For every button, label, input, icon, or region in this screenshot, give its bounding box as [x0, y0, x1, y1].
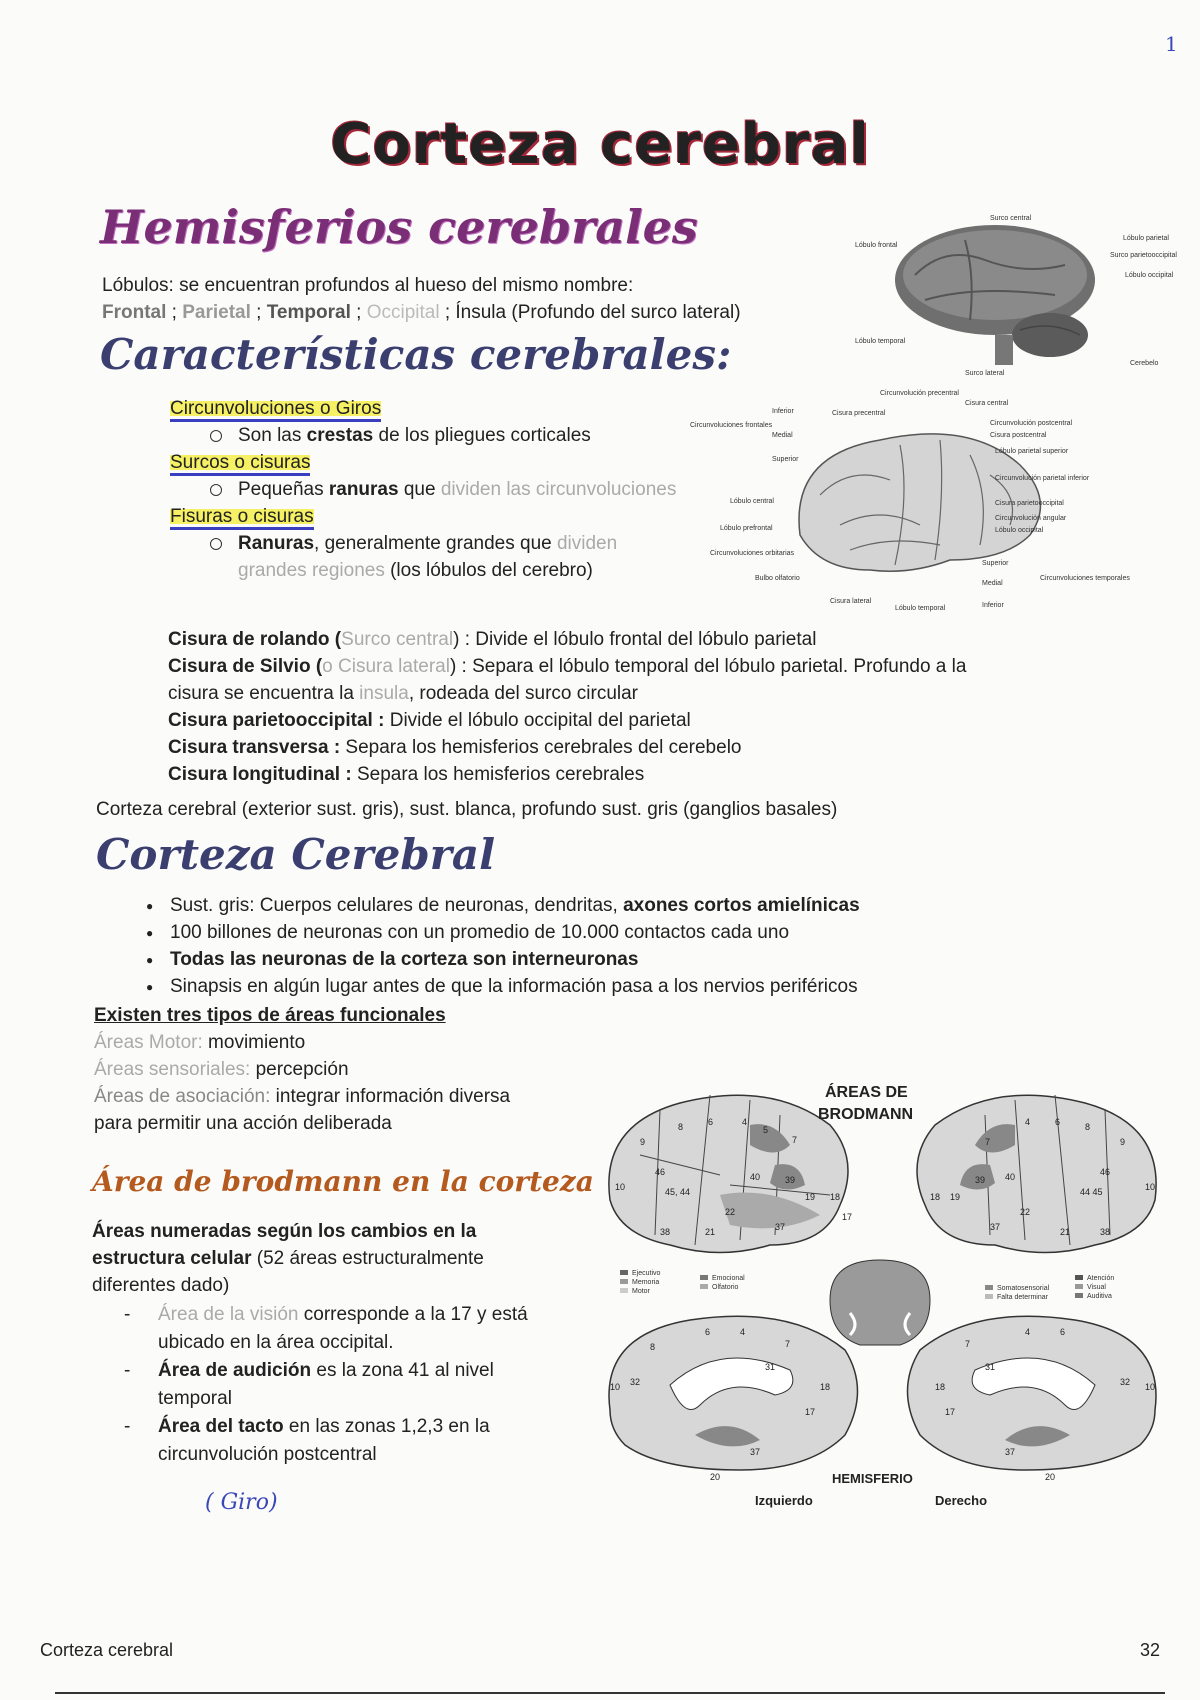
- label-cisura-postcentral: Cisura postcentral: [990, 432, 1047, 439]
- label-circ-angular: Circunvolución angular: [995, 515, 1067, 522]
- bullet-item: ● 100 billones de neuronas con un promedio de 10.000 contactos cada uno: [154, 919, 1130, 946]
- label-circ-frontales: Circunvoluciones frontales: [690, 422, 773, 429]
- cisura-parietooccipital: Cisura parietooccipital : Divide el lóbulo occipital del parietal: [168, 710, 691, 731]
- svg-text:9: 9: [640, 1137, 646, 1147]
- areas-funcionales: [94, 1002, 614, 1137]
- lobulos-line: Lóbulos: se encuentran profundos al hueso del mismo nombre:: [102, 275, 634, 296]
- svg-text:18: 18: [820, 1382, 831, 1392]
- circle-bullet-icon: [210, 430, 222, 442]
- brodmann-intro: Áreas numeradas según los cambios en la estructura celular (52 áreas estructuralmente diferentes dado): [92, 1221, 484, 1296]
- label-hemisferio: HEMISFERIO: [832, 1471, 913, 1486]
- svg-text:10: 10: [615, 1182, 626, 1192]
- svg-text:46: 46: [1100, 1167, 1111, 1177]
- brain-photo: [895, 225, 1095, 365]
- svg-text:21: 21: [1060, 1227, 1071, 1237]
- area-motor: Áreas Motor: movimiento: [94, 1032, 306, 1053]
- svg-text:4: 4: [742, 1117, 748, 1127]
- svg-text:8: 8: [1085, 1122, 1091, 1132]
- svg-text:45, 44: 45, 44: [665, 1187, 691, 1197]
- cisura-silvio-cont: cisura se encuentra la insula, rodeada del surco circular: [168, 683, 638, 704]
- brodmann-item-vision: - Área de la visión corresponde a la 17 y está ubicado en la área occipital.: [124, 1301, 562, 1357]
- cisuras-list: [168, 626, 1108, 788]
- svg-text:Auditiva: Auditiva: [1087, 1293, 1112, 1300]
- area-asociacion: Áreas de asociación: integrar información diversa: [94, 1086, 511, 1107]
- label-inferior: Inferior: [772, 408, 794, 415]
- footer-page-number: 32: [1140, 1640, 1161, 1660]
- svg-text:32: 32: [1120, 1377, 1131, 1387]
- lobes-list: Frontal ; Parietal ; Temporal ; Occipital ; Ínsula (Profundo del surco lateral): [102, 302, 741, 323]
- desc-surcos: Pequeñas ranuras que dividen las circunvoluciones: [198, 476, 690, 503]
- label-circ-parietal-inf: Circunvolución parietal inferior: [995, 475, 1090, 482]
- heading-hemisferios: Hemisferios cerebrales: [100, 200, 698, 254]
- term-surcos: Surcos o cisuras: [170, 452, 310, 476]
- desc-circunvoluciones: Son las crestas de los pliegues corticales: [170, 422, 690, 449]
- figure-title-2: BRODMANN: [818, 1106, 914, 1123]
- svg-text:18: 18: [830, 1192, 841, 1202]
- svg-text:7: 7: [785, 1339, 791, 1349]
- svg-text:38: 38: [660, 1227, 671, 1237]
- cisura-transversa: Cisura transversa : Separa los hemisferios cerebrales del cerebelo: [168, 737, 742, 758]
- svg-text:37: 37: [775, 1222, 786, 1232]
- svg-text:Memoria: Memoria: [632, 1279, 660, 1286]
- label-cisura-central: Cisura central: [965, 400, 1009, 407]
- label-lobulo-occipital-d: Lóbulo occipital: [995, 527, 1044, 534]
- svg-text:9: 9: [1120, 1137, 1126, 1147]
- label-t-medial: Medial: [982, 580, 1003, 587]
- svg-text:44 45: 44 45: [1080, 1187, 1103, 1197]
- svg-text:8: 8: [650, 1342, 656, 1352]
- label-cisura-lateral: Cisura lateral: [830, 598, 872, 605]
- svg-text:7: 7: [965, 1339, 971, 1349]
- bullet-item: ● Todas las neuronas de la corteza son interneuronas: [154, 946, 1130, 973]
- footer-title: Corteza cerebral: [40, 1640, 174, 1660]
- label-t-inferior: Inferior: [982, 602, 1004, 609]
- svg-text:39: 39: [785, 1175, 796, 1185]
- lobe-parietal: Parietal: [182, 302, 251, 323]
- svg-text:38: 38: [1100, 1227, 1111, 1237]
- label-circ-precentral: Circunvolución precentral: [880, 390, 959, 397]
- svg-text:18: 18: [930, 1192, 941, 1202]
- corteza-summary: Corteza cerebral (exterior sust. gris), sust. blanca, profundo sust. gris (ganglios basales): [96, 799, 838, 820]
- svg-text:Olfatorio: Olfatorio: [712, 1284, 739, 1291]
- svg-text:4: 4: [1025, 1117, 1031, 1127]
- label-lobulo-prefrontal: Lóbulo prefrontal: [720, 525, 773, 532]
- legend-mid: [700, 1275, 745, 1291]
- areas-heading: Existen tres tipos de áreas funcionales: [94, 1005, 446, 1026]
- label-circ-temporales: Circunvoluciones temporales: [1040, 575, 1130, 582]
- svg-text:20: 20: [710, 1472, 721, 1482]
- footer-divider: [55, 1692, 1165, 1694]
- brodmann-item-tacto: - Área del tacto en las zonas 1,2,3 en la circunvolución postcentral: [124, 1413, 562, 1469]
- svg-text:Falta determinar: Falta determinar: [997, 1294, 1048, 1301]
- svg-text:17: 17: [945, 1407, 956, 1417]
- label-izquierdo: Izquierdo: [755, 1493, 813, 1508]
- label-medial: Medial: [772, 432, 793, 439]
- svg-text:19: 19: [950, 1192, 961, 1202]
- svg-text:18: 18: [935, 1382, 946, 1392]
- left-medial-hemisphere: [609, 1316, 858, 1482]
- label-derecho: Derecho: [935, 1493, 988, 1508]
- label-circ-orbitarias: Circunvoluciones orbitarias: [710, 550, 795, 557]
- bullet-item: ● Sust. gris: Cuerpos celulares de neuronas, dendritas, axones cortos amielínicas: [154, 892, 1130, 919]
- label-lobulo-parietal-sup: Lóbulo parietal superior: [995, 448, 1069, 455]
- bullet-item: ● Sinapsis en algún lugar antes de que la información pasa a los nervios periféricos: [154, 973, 1130, 1000]
- label-surco-central: Surco central: [990, 215, 1032, 222]
- svg-text:10: 10: [1145, 1182, 1156, 1192]
- svg-text:10: 10: [1145, 1382, 1156, 1392]
- brodmann-item-audicion: - Área de audición es la zona 41 al nivel temporal: [124, 1357, 562, 1413]
- label-surco-lateral: Surco lateral: [965, 370, 1005, 377]
- handwritten-note: ( Giro): [205, 1490, 278, 1515]
- svg-text:Ejecutivo: Ejecutivo: [632, 1270, 661, 1277]
- svg-text:22: 22: [1020, 1207, 1031, 1217]
- svg-text:6: 6: [1055, 1117, 1061, 1127]
- page-title: Corteza cerebral: [330, 112, 870, 177]
- legend-right1: [985, 1285, 1050, 1301]
- label-circ-postcentral: Circunvolución postcentral: [990, 420, 1073, 427]
- svg-text:8: 8: [678, 1122, 684, 1132]
- svg-text:6: 6: [1060, 1327, 1066, 1337]
- svg-text:39: 39: [975, 1175, 986, 1185]
- label-lobulo-parietal: Lóbulo parietal: [1123, 235, 1169, 242]
- svg-text:21: 21: [705, 1227, 716, 1237]
- heading-caracteristicas: Características cerebrales:: [100, 330, 732, 379]
- label-cerebelo: Cerebelo: [1130, 360, 1159, 367]
- heading-corteza: Corteza Cerebral: [96, 830, 496, 879]
- legend-right2: [1075, 1275, 1114, 1300]
- svg-text:5: 5: [763, 1125, 769, 1135]
- svg-text:40: 40: [750, 1172, 761, 1182]
- svg-text:Atención: Atención: [1087, 1275, 1115, 1282]
- svg-text:20: 20: [1045, 1472, 1056, 1482]
- svg-text:Emocional: Emocional: [712, 1275, 745, 1282]
- corteza-bullets: [130, 892, 1130, 1000]
- label-superior: Superior: [772, 456, 799, 463]
- cisura-longitudinal: Cisura longitudinal : Separa los hemisferios cerebrales: [168, 764, 645, 785]
- cisura-silvio: Cisura de Silvio (o Cisura lateral) : Separa el lóbulo temporal del lóbulo parietal. Profundo a la: [168, 656, 967, 677]
- right-medial-hemisphere: [908, 1316, 1157, 1482]
- svg-text:4: 4: [740, 1327, 746, 1337]
- lobe-insula: Ínsula (Profundo del surco lateral): [455, 302, 741, 323]
- svg-text:7: 7: [985, 1137, 991, 1147]
- lobe-frontal: Frontal: [102, 302, 167, 323]
- label-lobulo-central: Lóbulo central: [730, 498, 774, 505]
- label-bulbo-olfatorio: Bulbo olfatorio: [755, 575, 800, 582]
- left-lateral-hemisphere: [609, 1095, 852, 1253]
- label-t-superior: Superior: [982, 560, 1009, 567]
- lobulos-text: [102, 272, 862, 326]
- svg-text:31: 31: [765, 1362, 776, 1372]
- svg-text:19: 19: [805, 1192, 816, 1202]
- svg-text:Motor: Motor: [632, 1288, 650, 1295]
- figure-title-1: ÁREAS DE: [825, 1084, 908, 1101]
- lobe-occipital: Occipital: [366, 302, 440, 323]
- heading-brodmann: Área de brodmann en la corteza: [92, 1165, 594, 1198]
- svg-text:37: 37: [990, 1222, 1001, 1232]
- brodmann-text: [92, 1218, 562, 1469]
- svg-text:10: 10: [610, 1382, 621, 1392]
- svg-text:4: 4: [1025, 1327, 1031, 1337]
- svg-text:37: 37: [1005, 1447, 1016, 1457]
- legend-left: [620, 1270, 661, 1295]
- label-lobulo-occipital: Lóbulo occipital: [1125, 272, 1174, 279]
- circle-bullet-icon: [210, 538, 222, 550]
- svg-text:22: 22: [725, 1207, 736, 1217]
- svg-text:6: 6: [705, 1327, 711, 1337]
- svg-text:Somatosensorial: Somatosensorial: [997, 1285, 1050, 1292]
- cisura-rolando: Cisura de rolando (Surco central) : Divide el lóbulo frontal del lóbulo parietal: [168, 629, 817, 650]
- lobe-temporal: Temporal: [266, 302, 351, 323]
- label-surco-parietooccipital: Surco parietooccipital: [1110, 252, 1177, 259]
- label-lobulo-temporal: Lóbulo temporal: [855, 338, 906, 345]
- svg-text:31: 31: [985, 1362, 996, 1372]
- svg-text:46: 46: [655, 1167, 666, 1177]
- svg-text:17: 17: [805, 1407, 816, 1417]
- term-fisuras: Fisuras o cisuras: [170, 506, 314, 530]
- brodmann-areas-figure: [600, 1085, 1170, 1515]
- svg-text:40: 40: [1005, 1172, 1016, 1182]
- brain-gyri-diagram: [690, 385, 1130, 630]
- brain-lateral-figure: [855, 205, 1177, 380]
- right-lateral-hemisphere: [917, 1095, 1156, 1253]
- handwritten-page-number: 1: [1165, 32, 1178, 56]
- label-lobulo-temporal-d: Lóbulo temporal: [895, 605, 946, 612]
- svg-text:32: 32: [630, 1377, 641, 1387]
- label-lobulo-frontal: Lóbulo frontal: [855, 242, 898, 249]
- area-asociacion-cont: para permitir una acción deliberada: [94, 1113, 392, 1134]
- circle-bullet-icon: [210, 484, 222, 496]
- svg-text:17: 17: [842, 1212, 853, 1222]
- label-cisura-precentral: Cisura precentral: [832, 410, 886, 417]
- svg-text:37: 37: [750, 1447, 761, 1457]
- term-circunvoluciones: Circunvoluciones o Giros: [170, 398, 381, 422]
- svg-text:7: 7: [792, 1135, 798, 1145]
- svg-text:Visual: Visual: [1087, 1284, 1106, 1291]
- svg-text:6: 6: [708, 1117, 714, 1127]
- label-cisura-parietooccipital: Cisura parietooccipital: [995, 500, 1064, 507]
- caracteristicas-list: [170, 395, 690, 584]
- area-sensorial: Áreas sensoriales: percepción: [94, 1059, 349, 1080]
- coronal-section: [830, 1260, 930, 1345]
- desc-fisuras: Ranuras, generalmente grandes que dividen grandes regiones (los lóbulos del cerebro): [198, 530, 690, 584]
